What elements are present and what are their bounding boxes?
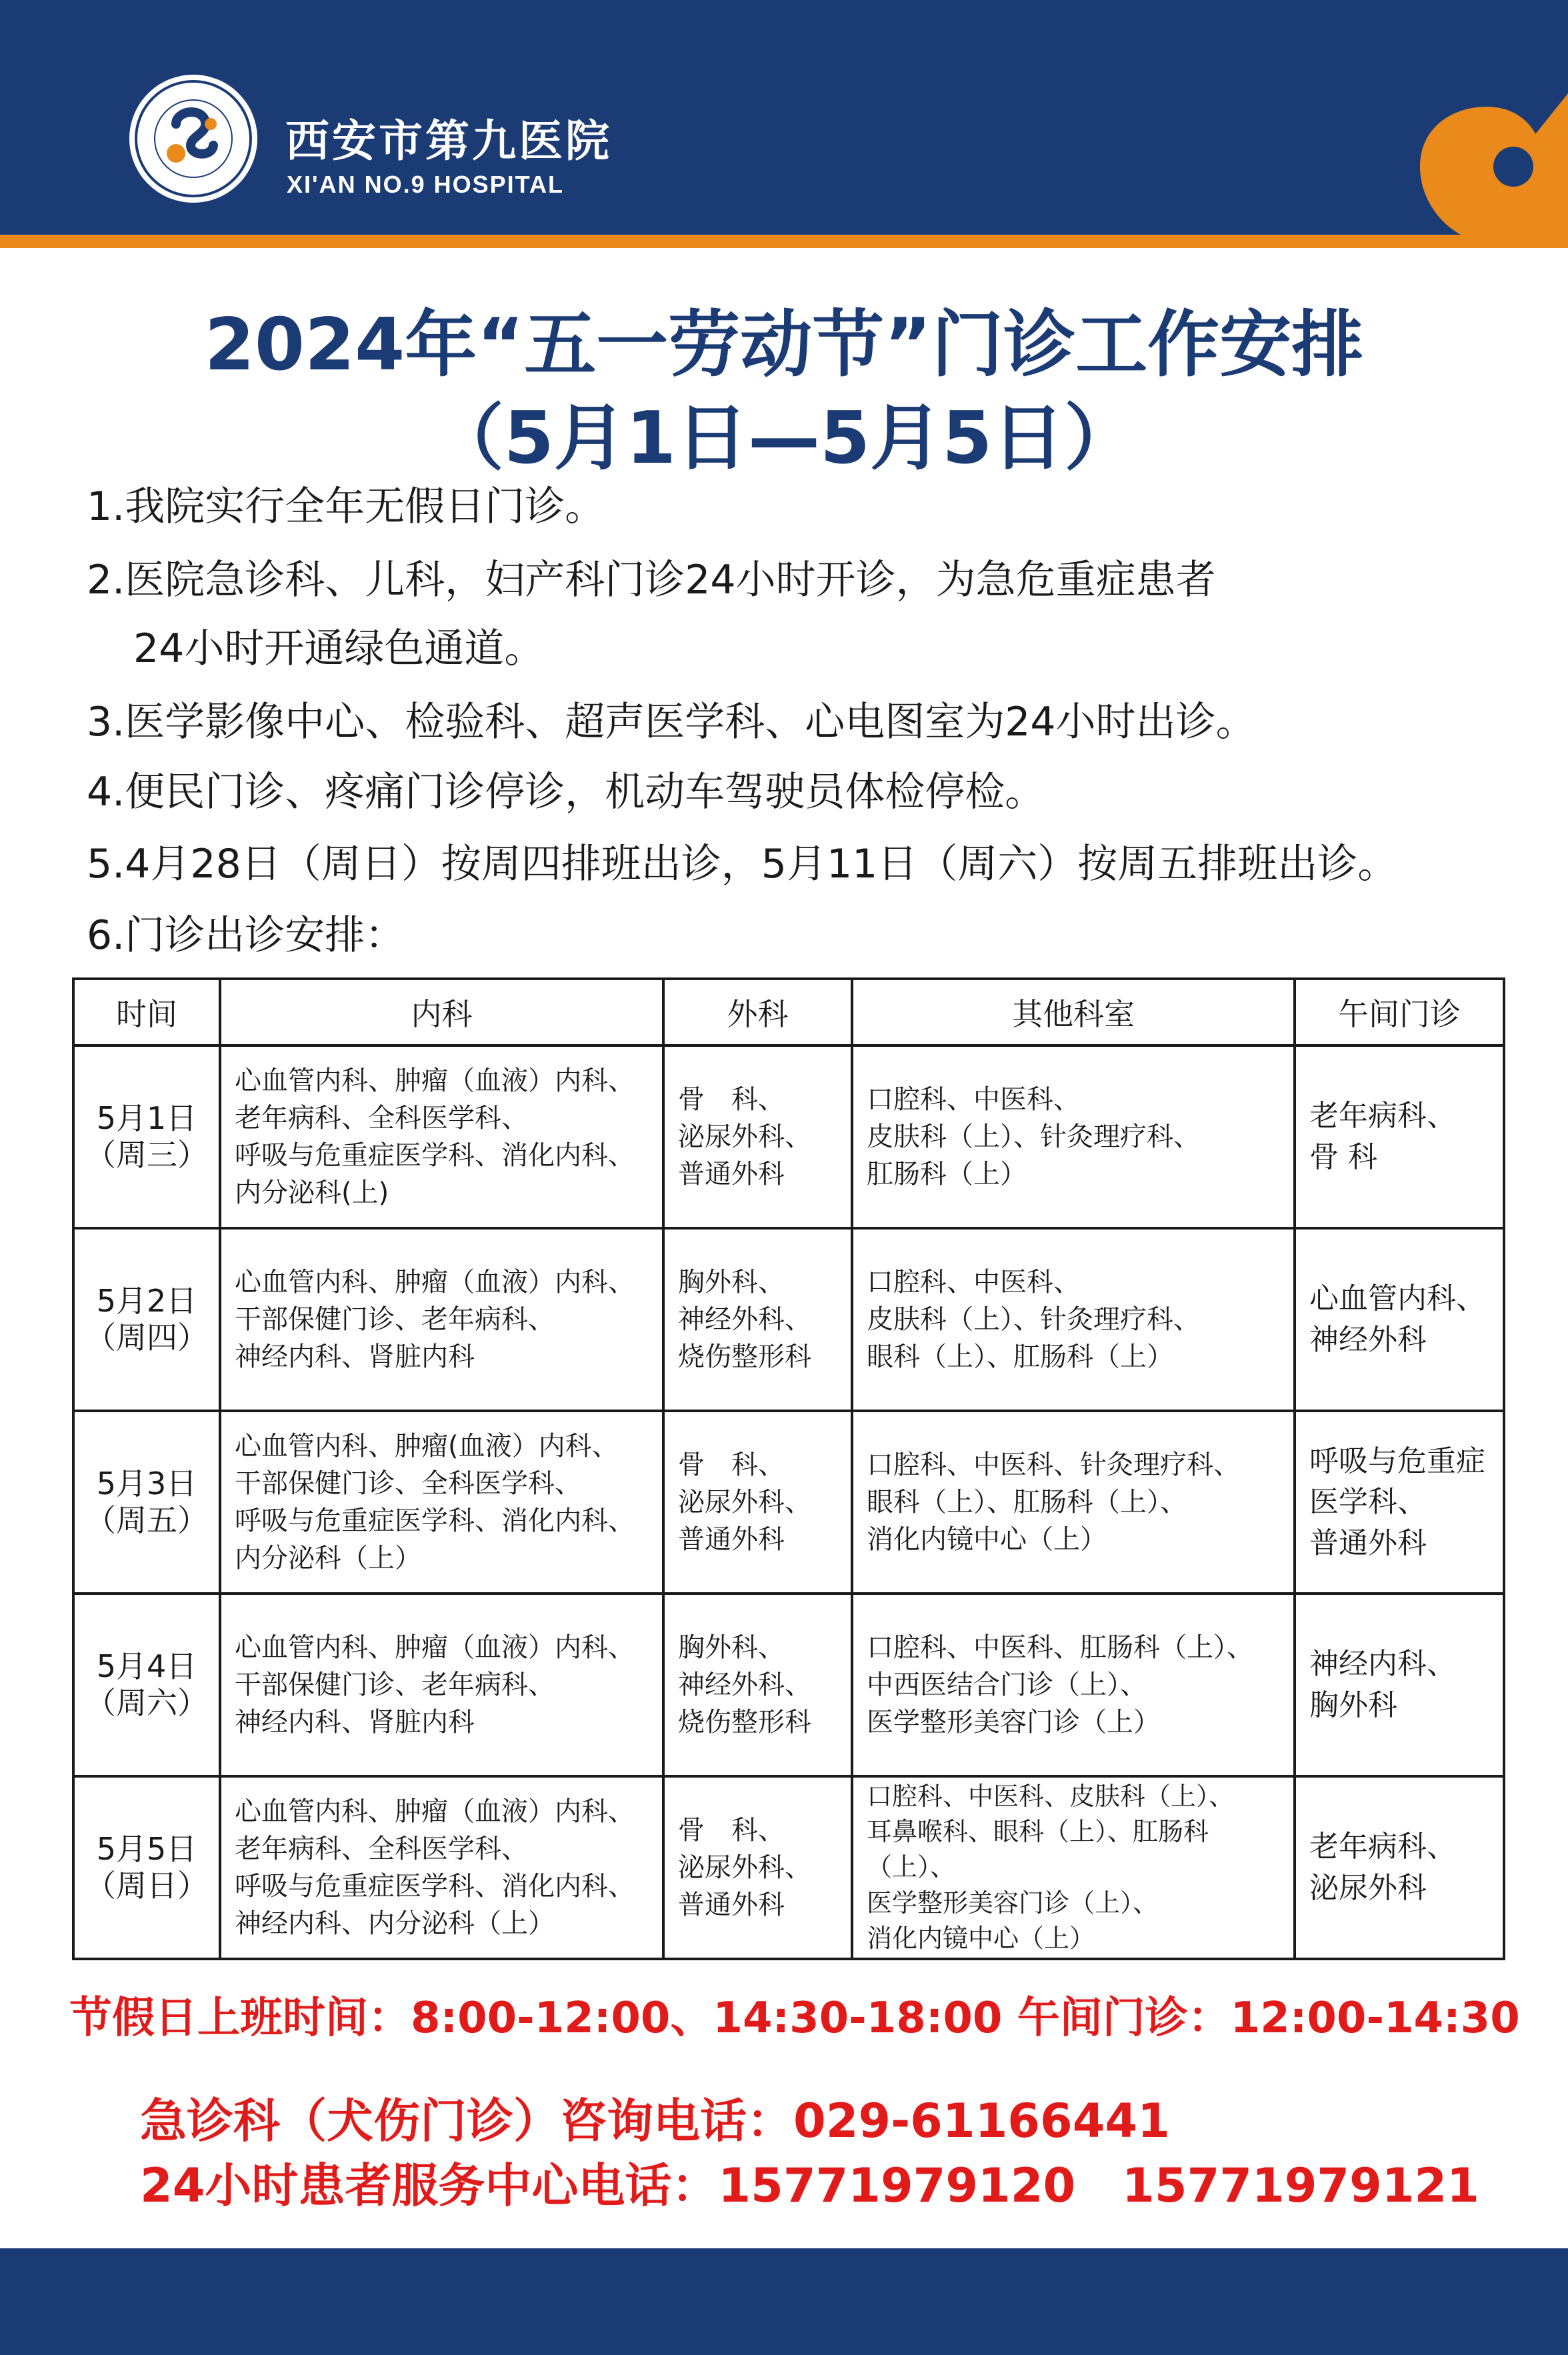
note-2: 2.医院急诊科、儿科，妇产科门诊24小时开诊，为急危重症患者 — [87, 557, 1216, 603]
header-internal: 内科 — [220, 979, 663, 1045]
row-surgery: 骨 科、 泌尿外科、 普通外科 — [663, 1411, 852, 1594]
table-header-row — [73, 979, 1504, 1045]
hospital-logo-icon — [127, 72, 260, 205]
row-other: 口腔科、中医科、 皮肤科（上）、针灸理疗科、 肛肠科（上） — [852, 1045, 1295, 1228]
footer-banner — [0, 2248, 1568, 2355]
page-title: 2024年“五一劳动节”门诊工作安排 — [204, 303, 1364, 387]
header-noon: 午间门诊 — [1295, 979, 1504, 1045]
row-noon: 神经内科、 胸外科 — [1295, 1594, 1504, 1776]
row-internal: 心血管内科、肿瘤（血液）内科、 老年病科、全科医学科、 呼吸与危重症医学科、消化内科、 神经内科、内分泌科（上） — [220, 1776, 663, 1959]
row-noon: 呼吸与危重症 医学科、 普通外科 — [1295, 1411, 1504, 1594]
row-surgery: 骨 科、 泌尿外科、 普通外科 — [663, 1045, 852, 1228]
hospital-name-en: XI'AN NO.9 HOSPITAL — [287, 171, 564, 198]
table-row — [73, 1228, 1504, 1411]
row-noon: 老年病科、 泌尿外科 — [1295, 1776, 1504, 1959]
header-other: 其他科室 — [852, 979, 1295, 1045]
table-row — [73, 1594, 1504, 1776]
row-date: 5月4日 （周六） — [73, 1594, 220, 1776]
header-orange-stripe — [0, 235, 1568, 248]
row-noon: 心血管内科、 神经外科 — [1295, 1228, 1504, 1411]
table-row — [73, 1045, 1504, 1228]
row-internal: 心血管内科、肿瘤（血液）内科、 干部保健门诊、老年病科、 神经内科、肾脏内科 — [220, 1228, 663, 1411]
row-internal: 心血管内科、肿瘤（血液）内科、 干部保健门诊、老年病科、 神经内科、肾脏内科 — [220, 1594, 663, 1776]
page-subtitle: （5月1日—5月5日） — [431, 397, 1137, 480]
schedule-table — [72, 977, 1505, 1960]
header-time: 时间 — [73, 979, 220, 1045]
row-surgery: 胸外科、 神经外科、 烧伤整形科 — [663, 1594, 852, 1776]
note-1: 1.我院实行全年无假日门诊。 — [87, 483, 605, 530]
hospital-name-cn: 西安市第九医院 — [285, 115, 612, 167]
holiday-hours: 节假日上班时间：8:00-12:00、14:30-18:00 午间门诊：12:00-14:30 — [69, 1994, 1520, 2043]
row-other: 口腔科、中医科、针灸理疗科、 眼科（上）、肛肠科（上）、 消化内镜中心（上） — [852, 1411, 1295, 1594]
table-row — [73, 1776, 1504, 1959]
row-internal: 心血管内科、肿瘤(血液）内科、 干部保健门诊、全科医学科、 呼吸与危重症医学科、消化内科、 内分泌科（上） — [220, 1411, 663, 1594]
brand-swirl-icon — [1413, 93, 1568, 248]
emergency-phone: 急诊科（犬伤门诊）咨询电话：029-61166441 — [140, 2094, 1170, 2148]
service-center-phone: 24小时患者服务中心电话：15771979120 15771979121 — [140, 2158, 1479, 2213]
table-row — [73, 1411, 1504, 1594]
note-3: 3.医学影像中心、检验科、超声医学科、心电图室为24小时出诊。 — [87, 699, 1256, 745]
row-surgery: 骨 科、 泌尿外科、 普通外科 — [663, 1776, 852, 1959]
row-other: 口腔科、中医科、皮肤科（上）、 耳鼻喉科、眼科（上）、肛肠科（上）、 医学整形美容门诊（上）、 消化内镜中心（上） — [852, 1776, 1295, 1959]
row-date: 5月5日 （周日） — [73, 1776, 220, 1959]
row-other: 口腔科、中医科、肛肠科（上）、 中西医结合门诊（上）、 医学整形美容门诊（上） — [852, 1594, 1295, 1776]
note-6: 6.门诊出诊安排： — [87, 912, 405, 959]
row-internal: 心血管内科、肿瘤（血液）内科、 老年病科、全科医学科、 呼吸与危重症医学科、消化内科、 内分泌科(上) — [220, 1045, 663, 1228]
row-date: 5月2日 （周四） — [73, 1228, 220, 1411]
row-noon: 老年病科、 骨 科 — [1295, 1045, 1504, 1228]
note-4: 4.便民门诊、疼痛门诊停诊，机动车驾驶员体检停检。 — [87, 769, 1045, 815]
note-2-cont: 24小时开通绿色通道。 — [133, 625, 545, 672]
row-date: 5月3日 （周五） — [73, 1411, 220, 1594]
note-5: 5.4月28日（周日）按周四排班出诊，5月11日（周六）按周五排班出诊。 — [87, 841, 1398, 887]
header-surgery: 外科 — [663, 979, 852, 1045]
row-date: 5月1日 （周三） — [73, 1045, 220, 1228]
row-other: 口腔科、中医科、 皮肤科（上）、针灸理疗科、 眼科（上）、肛肠科（上） — [852, 1228, 1295, 1411]
row-surgery: 胸外科、 神经外科、 烧伤整形科 — [663, 1228, 852, 1411]
